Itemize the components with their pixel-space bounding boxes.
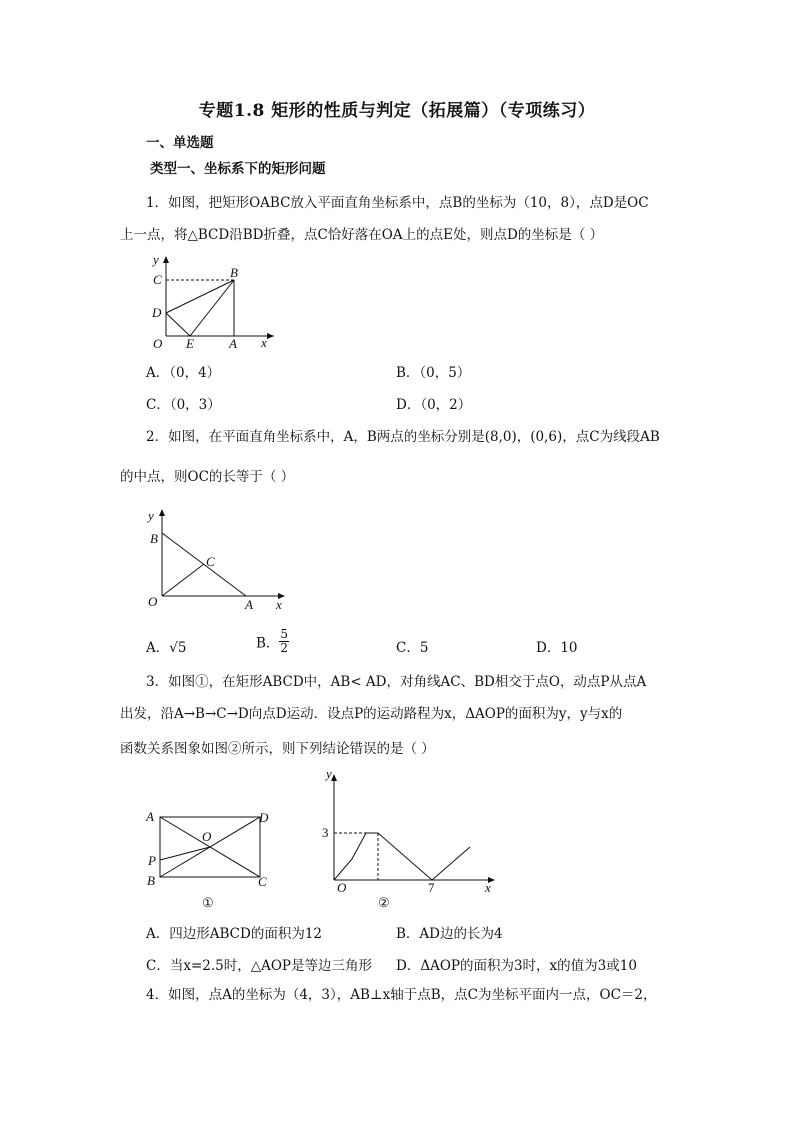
q2-option-c: C．5 (396, 640, 429, 656)
type-heading: 类型一、坐标系下的矩形问题 (150, 161, 326, 177)
q3-fig2-label-O: O (337, 880, 347, 895)
q3-option-a: A．四边形ABCD的面积为12 (146, 926, 323, 942)
q2-option-b (256, 628, 289, 655)
q3-fig1-label-D: D (259, 810, 269, 825)
q1-label-x: x (261, 335, 267, 350)
q3-option-d: D．ΔAOP的面积为3时，x的值为3或10 (396, 958, 637, 974)
q2-label-C: C (206, 554, 215, 569)
q1-text-line1: 1．如图，把矩形OABC放入平面直角坐标系中，点B的坐标为（10，8），点D是OC (146, 195, 649, 211)
q3-figure-1 (142, 806, 282, 910)
q3-fig1-label-B: B (147, 873, 155, 888)
q2-option-b-prefix: B． (256, 635, 280, 652)
q3-fig2-label-7: 7 (428, 880, 435, 895)
q1-label-y: y (153, 252, 159, 267)
q3-text-line3: 函数关系图象如图②所示，则下列结论错误的是（ ） (120, 741, 435, 757)
q4-text-line1: 4．如图，点A的坐标为（4，3），AB⊥x轴于点B，点C为坐标平面内一点，OC＝2， (146, 987, 657, 1003)
q2-figure (144, 506, 292, 614)
q2-text-line1: 2．如图，在平面直角坐标系中，A，B两点的坐标分别是(8,0)，(0,6)，点C为线段AB (146, 429, 660, 445)
q1-option-b: B．（0，5） (396, 365, 471, 381)
q2-option-b-denominator: 2 (280, 641, 289, 655)
q1-text-line2: 上一点，将△BCD沿BD折叠，点C恰好落在OA上的点E处，则点D的坐标是（ ） (120, 227, 604, 243)
q2-option-d: D．10 (536, 640, 578, 656)
q3-text-line2: 出发，沿A→B→C→D向点D运动．设点P的运动路程为x，ΔAOP的面积为y，y与x的 (120, 706, 623, 722)
q3-fig1-label-C: C (258, 874, 267, 889)
q3-fig1-label-A: A (146, 809, 154, 824)
q1-option-a: A．（0，4） (146, 365, 221, 381)
q1-label-C: C (153, 272, 162, 287)
q3-option-c: C．当x=2.5时，△AOP是等边三角形 (146, 958, 373, 974)
q2-label-O: O (148, 594, 158, 609)
section-heading: 一、单选题 (146, 135, 214, 151)
q3-option-b: B．AD边的长为4 (396, 926, 503, 942)
q1-option-d: D．（0，2） (396, 397, 472, 413)
q1-figure (148, 252, 278, 352)
q2-label-x: x (276, 597, 282, 612)
page-title: 专题1.8 矩形的性质与判定（拓展篇）（专项练习） (198, 101, 596, 121)
q3-fig1-label-O: O (202, 829, 212, 844)
q2-option-b-fraction (279, 628, 289, 655)
q1-option-c: C．（0，3） (146, 397, 221, 413)
q3-fig2-label-y: y (326, 766, 332, 781)
q1-label-D: D (152, 305, 162, 320)
q3-fig2-label-x: x (485, 880, 491, 895)
q2-label-A: A (245, 597, 253, 612)
q3-fig1-label-P: P (148, 853, 156, 868)
q2-option-a-value: √5 (169, 640, 187, 656)
q2-option-b-numerator: 5 (280, 627, 289, 641)
q2-label-B: B (150, 531, 158, 546)
q3-fig1-caption: ① (202, 895, 214, 910)
q1-label-B: B (230, 265, 238, 280)
q2-label-y: y (148, 508, 154, 523)
q1-label-A: A (229, 336, 237, 351)
q2-option-a-prefix: A． (146, 640, 170, 656)
q3-fig2-label-3: 3 (322, 825, 329, 840)
q1-label-O: O (153, 336, 163, 351)
q2-text-line2: 的中点，则OC的长等于（ ） (120, 469, 295, 485)
q1-label-E: E (186, 336, 194, 351)
q3-text-line1: 3．如图①，在矩形ABCD中，AB< AD，对角线AC、BD相交于点O，动点P从点A (146, 674, 647, 690)
q3-fig2-caption: ② (378, 895, 390, 910)
q3-figure-2 (304, 764, 500, 912)
q2-option-a (146, 636, 186, 656)
